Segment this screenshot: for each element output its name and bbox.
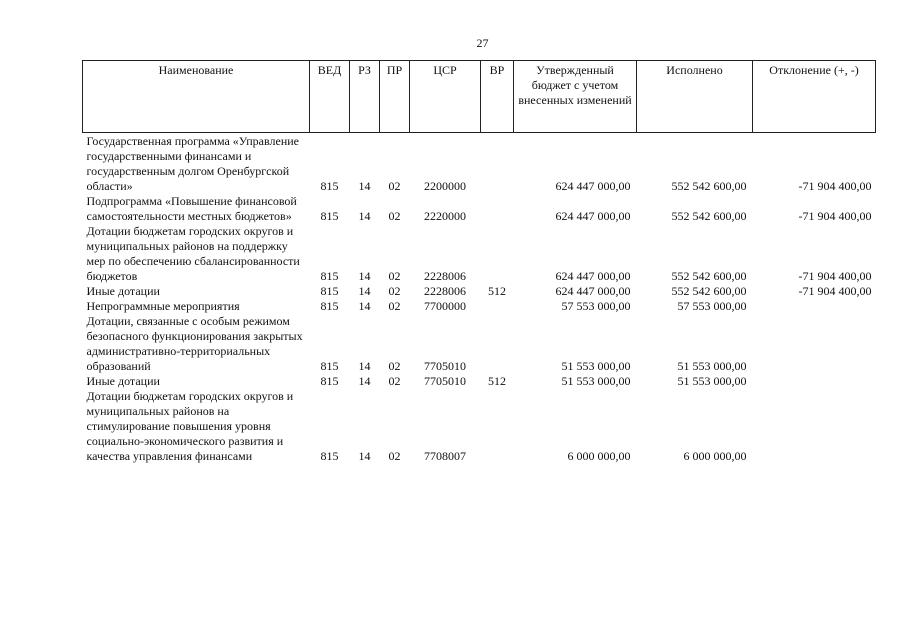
row-deviation: -71 904 400,00 bbox=[798, 269, 872, 283]
row-name: Непрограммные мероприятия bbox=[86, 299, 240, 313]
row-pr: 02 bbox=[388, 374, 401, 388]
header-deviation: Отклонение (+, -) bbox=[753, 61, 876, 133]
row-pr: 02 bbox=[388, 299, 401, 313]
row-csr: 2228006 bbox=[424, 284, 466, 298]
header-ved: ВЕД bbox=[310, 61, 350, 133]
row-approved: 51 553 000,00 bbox=[561, 359, 631, 373]
row-ved: 815 bbox=[320, 374, 339, 388]
header-vr: ВР bbox=[481, 61, 514, 133]
row-pr: 02 bbox=[388, 179, 401, 193]
row-deviation: -71 904 400,00 bbox=[798, 209, 872, 223]
row-approved: 624 447 000,00 bbox=[555, 269, 631, 283]
row-vr bbox=[481, 314, 514, 374]
header-approved-budget: Утвержденный бюджет с учетом внесенных изменений bbox=[514, 61, 637, 133]
row-vr bbox=[481, 389, 514, 464]
header-rz: РЗ bbox=[350, 61, 380, 133]
row-ved: 815 bbox=[320, 179, 339, 193]
row-executed: 51 553 000,00 bbox=[677, 359, 747, 373]
row-approved: 57 553 000,00 bbox=[561, 299, 631, 313]
row-csr: 7700000 bbox=[424, 299, 466, 313]
header-pr: ПР bbox=[380, 61, 410, 133]
table-row bbox=[83, 374, 876, 389]
row-csr: 2228006 bbox=[424, 269, 466, 283]
row-deviation: -71 904 400,00 bbox=[798, 179, 872, 193]
row-pr: 02 bbox=[388, 449, 401, 463]
row-ved: 815 bbox=[320, 284, 339, 298]
table-row bbox=[83, 389, 876, 464]
table-row bbox=[83, 133, 876, 195]
row-executed: 552 542 600,00 bbox=[671, 209, 747, 223]
row-vr bbox=[481, 194, 514, 224]
row-vr bbox=[481, 224, 514, 284]
row-vr: 512 bbox=[488, 374, 506, 388]
row-name: Дотации бюджетам городских округов и муниципальных районов на стимулирование повышения уровня социально-экономического развития и качества управления финансами bbox=[86, 389, 294, 463]
row-executed: 552 542 600,00 bbox=[671, 269, 747, 283]
row-name: Дотации бюджетам городских округов и муниципальных районов на поддержку мер по обеспечению сбалансированности бюджетов bbox=[86, 224, 300, 283]
row-approved: 51 553 000,00 bbox=[561, 374, 631, 388]
row-name: Подпрограмма «Повышение финансовой самостоятельности местных бюджетов» bbox=[86, 194, 297, 223]
row-approved: 6 000 000,00 bbox=[567, 449, 631, 463]
row-ved: 815 bbox=[320, 209, 339, 223]
row-pr: 02 bbox=[388, 269, 401, 283]
row-csr: 7708007 bbox=[424, 449, 466, 463]
row-rz: 14 bbox=[358, 209, 371, 223]
row-rz: 14 bbox=[358, 179, 371, 193]
table-row bbox=[83, 224, 876, 284]
row-vr: 512 bbox=[488, 284, 506, 298]
table-header-row bbox=[83, 61, 876, 133]
row-approved: 624 447 000,00 bbox=[555, 179, 631, 193]
row-rz: 14 bbox=[358, 449, 371, 463]
row-pr: 02 bbox=[388, 284, 401, 298]
table-row bbox=[83, 284, 876, 299]
row-pr: 02 bbox=[388, 359, 401, 373]
row-rz: 14 bbox=[358, 374, 371, 388]
row-csr: 2220000 bbox=[424, 209, 466, 223]
row-ved: 815 bbox=[320, 299, 339, 313]
row-csr: 2200000 bbox=[424, 179, 466, 193]
row-ved: 815 bbox=[320, 269, 339, 283]
row-deviation bbox=[753, 374, 876, 389]
header-csr: ЦСР bbox=[410, 61, 481, 133]
row-rz: 14 bbox=[358, 299, 371, 313]
row-rz: 14 bbox=[358, 269, 371, 283]
row-executed: 51 553 000,00 bbox=[677, 374, 747, 388]
row-csr: 7705010 bbox=[424, 359, 466, 373]
row-ved: 815 bbox=[320, 449, 339, 463]
row-approved: 624 447 000,00 bbox=[555, 284, 631, 298]
page-number: 27 bbox=[476, 36, 489, 50]
row-name: Дотации, связанные с особым режимом безопасного функционирования закрытых административно-территориальных образований bbox=[86, 314, 303, 373]
row-ved: 815 bbox=[320, 359, 339, 373]
row-vr bbox=[481, 299, 514, 314]
table-row bbox=[83, 194, 876, 224]
row-executed: 552 542 600,00 bbox=[671, 284, 747, 298]
row-name: Государственная программа «Управление государственными финансами и государственным долгом Оренбургской области» bbox=[86, 134, 299, 193]
row-approved: 624 447 000,00 bbox=[555, 209, 631, 223]
row-pr: 02 bbox=[388, 209, 401, 223]
row-executed: 552 542 600,00 bbox=[671, 179, 747, 193]
row-executed: 6 000 000,00 bbox=[683, 449, 747, 463]
row-executed: 57 553 000,00 bbox=[677, 299, 747, 313]
row-rz: 14 bbox=[358, 359, 371, 373]
row-deviation bbox=[753, 299, 876, 314]
row-deviation bbox=[753, 314, 876, 374]
row-name: Иные дотации bbox=[86, 374, 160, 388]
row-deviation bbox=[753, 389, 876, 464]
budget-execution-table bbox=[82, 60, 876, 464]
row-vr bbox=[481, 133, 514, 195]
row-csr: 7705010 bbox=[424, 374, 466, 388]
row-deviation: -71 904 400,00 bbox=[798, 284, 872, 298]
row-name: Иные дотации bbox=[86, 284, 160, 298]
row-rz: 14 bbox=[358, 284, 371, 298]
header-executed: Исполнено bbox=[637, 61, 753, 133]
table-row bbox=[83, 299, 876, 314]
table-row bbox=[83, 314, 876, 374]
header-name: Наименование bbox=[83, 61, 310, 133]
